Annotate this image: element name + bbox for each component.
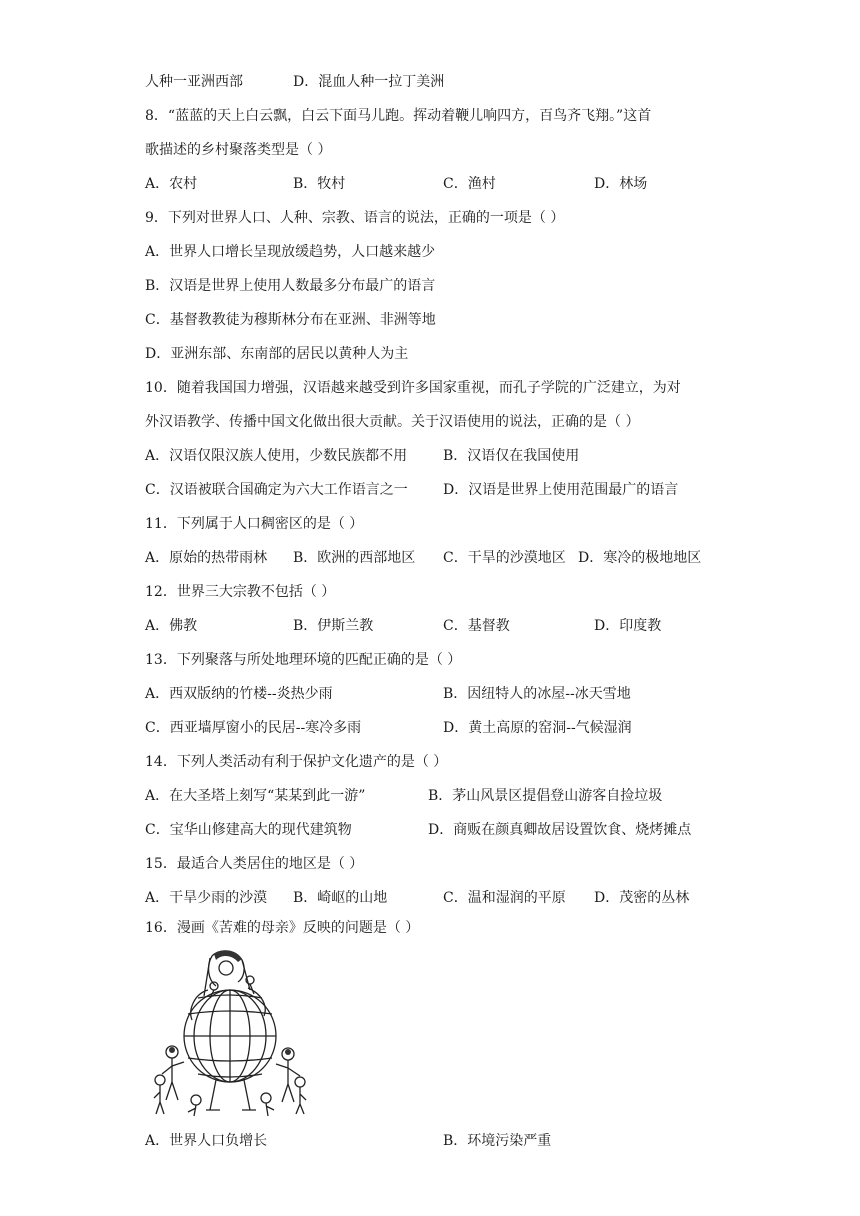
q9-option-b: B．汉语是世界上使用人数最多分布最广的语言	[145, 278, 436, 294]
q8-option-d: D．林场	[594, 176, 648, 192]
q14-option-c: C．宝华山修建高大的现代建筑物	[145, 822, 352, 838]
q15-option-a: A．干旱少雨的沙漠	[145, 890, 268, 906]
q10-option-a: A．汉语仅限汉族人使用，少数民族都不用	[145, 448, 408, 464]
q9-option-d: D．亚洲东部、东南部的居民以黄种人为主	[145, 346, 409, 362]
q15-option-c: C．温和湿润的平原	[443, 890, 566, 906]
q9-option-c: C．基督教教徒为穆斯林分布在亚洲、非洲等地	[145, 312, 436, 328]
q16-option-b: B．环境污染严重	[443, 1133, 552, 1149]
q11-option-d: D．寒冷的极地地区	[578, 550, 702, 566]
q8-option-b: B．牧村	[293, 176, 346, 192]
q12-option-a: A．佛教	[145, 618, 198, 634]
q8-stem-line1: 8．“蓝蓝的天上白云飘，白云下面马儿跑。挥动着鞭儿响四方，百鸟齐飞翔。”这首	[145, 108, 652, 124]
q9-stem: 9．下列对世界人口、人种、宗教、语言的说法，正确的一项是（ ）	[145, 210, 565, 226]
q12-stem: 12．世界三大宗教不包括（ ）	[145, 584, 336, 600]
q8-option-a: A．农村	[145, 176, 198, 192]
q7-option-d: D．混血人种一拉丁美洲	[293, 74, 445, 90]
q14-option-d: D．商贩在颜真卿故居设置饮食、烧烤摊点	[428, 822, 692, 838]
q10-option-b: B．汉语仅在我国使用	[443, 448, 580, 464]
q13-stem: 13．下列聚落与所处地理环境的匹配正确的是（ ）	[145, 652, 462, 668]
q7-option-c-tail: 人种一亚洲西部	[145, 74, 243, 90]
q10-stem-line2: 外汉语教学、传播中国文化做出很大贡献。关于汉语使用的说法，正确的是（ ）	[145, 414, 640, 430]
q11-option-c: C．干旱的沙漠地区	[443, 550, 566, 566]
q14-stem: 14．下列人类活动有利于保护文化遗产的是（ ）	[145, 754, 448, 770]
q8-option-c: C．渔村	[443, 176, 496, 192]
q14-option-b: B．茅山风景区提倡登山游客自捡垃圾	[428, 788, 663, 804]
q10-option-c: C．汉语被联合国确定为六大工作语言之一	[145, 482, 408, 498]
q14-option-a: A．在大圣塔上刻写“某某到此一游”	[145, 788, 366, 804]
q13-option-d: D．黄土高原的窑洞--气候湿润	[443, 720, 632, 736]
q10-option-d: D．汉语是世界上使用范围最广的语言	[443, 482, 679, 498]
q10-stem-line1: 10．随着我国国力增强，汉语越来越受到许多国家重视，而孔子学院的广泛建立，为对	[145, 380, 681, 396]
q13-option-c: C．西亚墙厚窗小的民居--寒冷多雨	[145, 720, 362, 736]
cartoon-mother-globe-illustration	[150, 950, 310, 1118]
q15-option-d: D．茂密的丛林	[594, 890, 690, 906]
q13-option-a: A．西双版纳的竹楼--炎热少雨	[145, 686, 333, 702]
q8-stem-line2: 歌描述的乡村聚落类型是（ ）	[145, 142, 332, 158]
q16-option-a: A．世界人口负增长	[145, 1133, 268, 1149]
q15-option-b: B．崎岖的山地	[293, 890, 388, 906]
q16-stem: 16．漫画《苦难的母亲》反映的问题是（ ）	[145, 920, 420, 936]
q12-option-d: D．印度教	[594, 618, 662, 634]
q11-stem: 11．下列属于人口稠密区的是（ ）	[145, 516, 364, 532]
q12-option-b: B．伊斯兰教	[293, 618, 374, 634]
q9-option-a: A．世界人口增长呈现放缓趋势，人口越来越少	[145, 244, 436, 260]
q11-option-b: B．欧洲的西部地区	[293, 550, 416, 566]
q15-stem: 15．最适合人类居住的地区是（ ）	[145, 856, 364, 872]
q11-option-a: A．原始的热带雨林	[145, 550, 268, 566]
q12-option-c: C．基督教	[443, 618, 510, 634]
cartoon-suffering-mother	[150, 950, 310, 1118]
q13-option-b: B．因纽特人的冰屋--冰天雪地	[443, 686, 631, 702]
